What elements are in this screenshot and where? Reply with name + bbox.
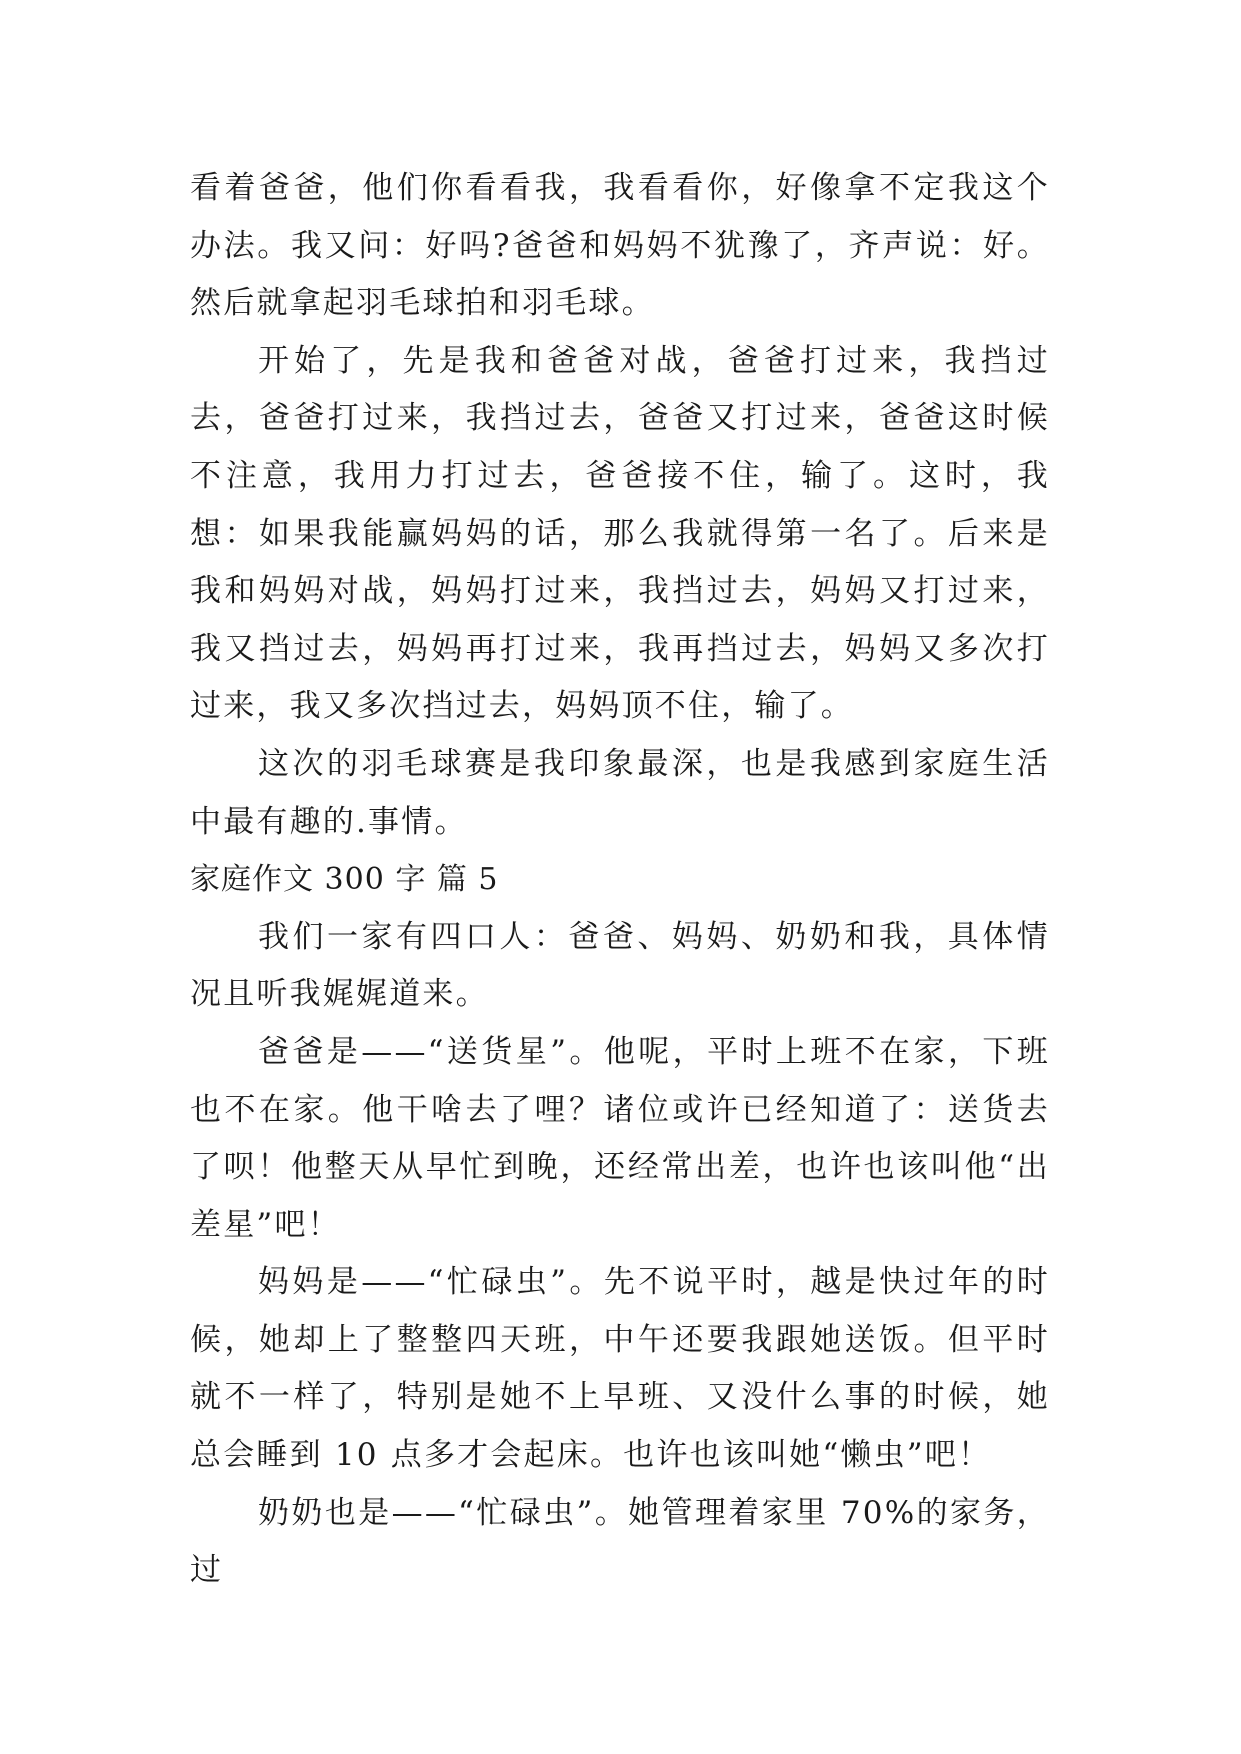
paragraph-3: 这次的羽毛球赛是我印象最深，也是我感到家庭生活中最有趣的.事情。 bbox=[190, 745, 1050, 840]
paragraph-2: 开始了，先是我和爸爸对战，爸爸打过来，我挡过去，爸爸打过来，我挡过去，爸爸又打过来，爸爸这时候不注意，我用力打过去，爸爸接不住，输了。这时，我想：如果我能赢妈妈的话，那么我就得第一名了。后来是我和妈妈对战，妈妈打过来，我挡过去，妈妈又打过来，我又挡过去，妈妈再打过来，我再挡过去，妈妈又多次打过来，我又多次挡过去，妈妈顶不住，输了。 bbox=[190, 342, 1050, 725]
document-page bbox=[190, 160, 1050, 1600]
paragraph-7: 奶奶也是——“忙碌虫”。她管理着家里 70%的家务，过 bbox=[190, 1494, 1050, 1589]
section-heading: 家庭作文 300 字 篇 5 bbox=[190, 862, 499, 898]
paragraph-4: 我们一家有四口人：爸爸、妈妈、奶奶和我，具体情况且听我娓娓道来。 bbox=[190, 918, 1050, 1013]
paragraph-1: 看着爸爸，他们你看看我，我看看你，好像拿不定我这个办法。我又问：好吗?爸爸和妈妈不犹豫了，齐声说：好。然后就拿起羽毛球拍和羽毛球。 bbox=[190, 170, 1050, 322]
paragraph-6: 妈妈是——“忙碌虫”。先不说平时，越是快过年的时候，她却上了整整四天班，中午还要我跟她送饭。但平时就不一样了，特别是她不上早班、又没什么事的时候，她总会睡到 10 点多才会起床。也许也该叫她“懒虫”吧！ bbox=[190, 1264, 1050, 1474]
paragraph-5: 爸爸是——“送货星”。他呢，平时上班不在家，下班也不在家。他干啥去了哩？诸位或许已经知道了：送货去了呗！他整天从早忙到晚，还经常出差，也许也该叫他“出差星”吧！ bbox=[190, 1033, 1050, 1243]
